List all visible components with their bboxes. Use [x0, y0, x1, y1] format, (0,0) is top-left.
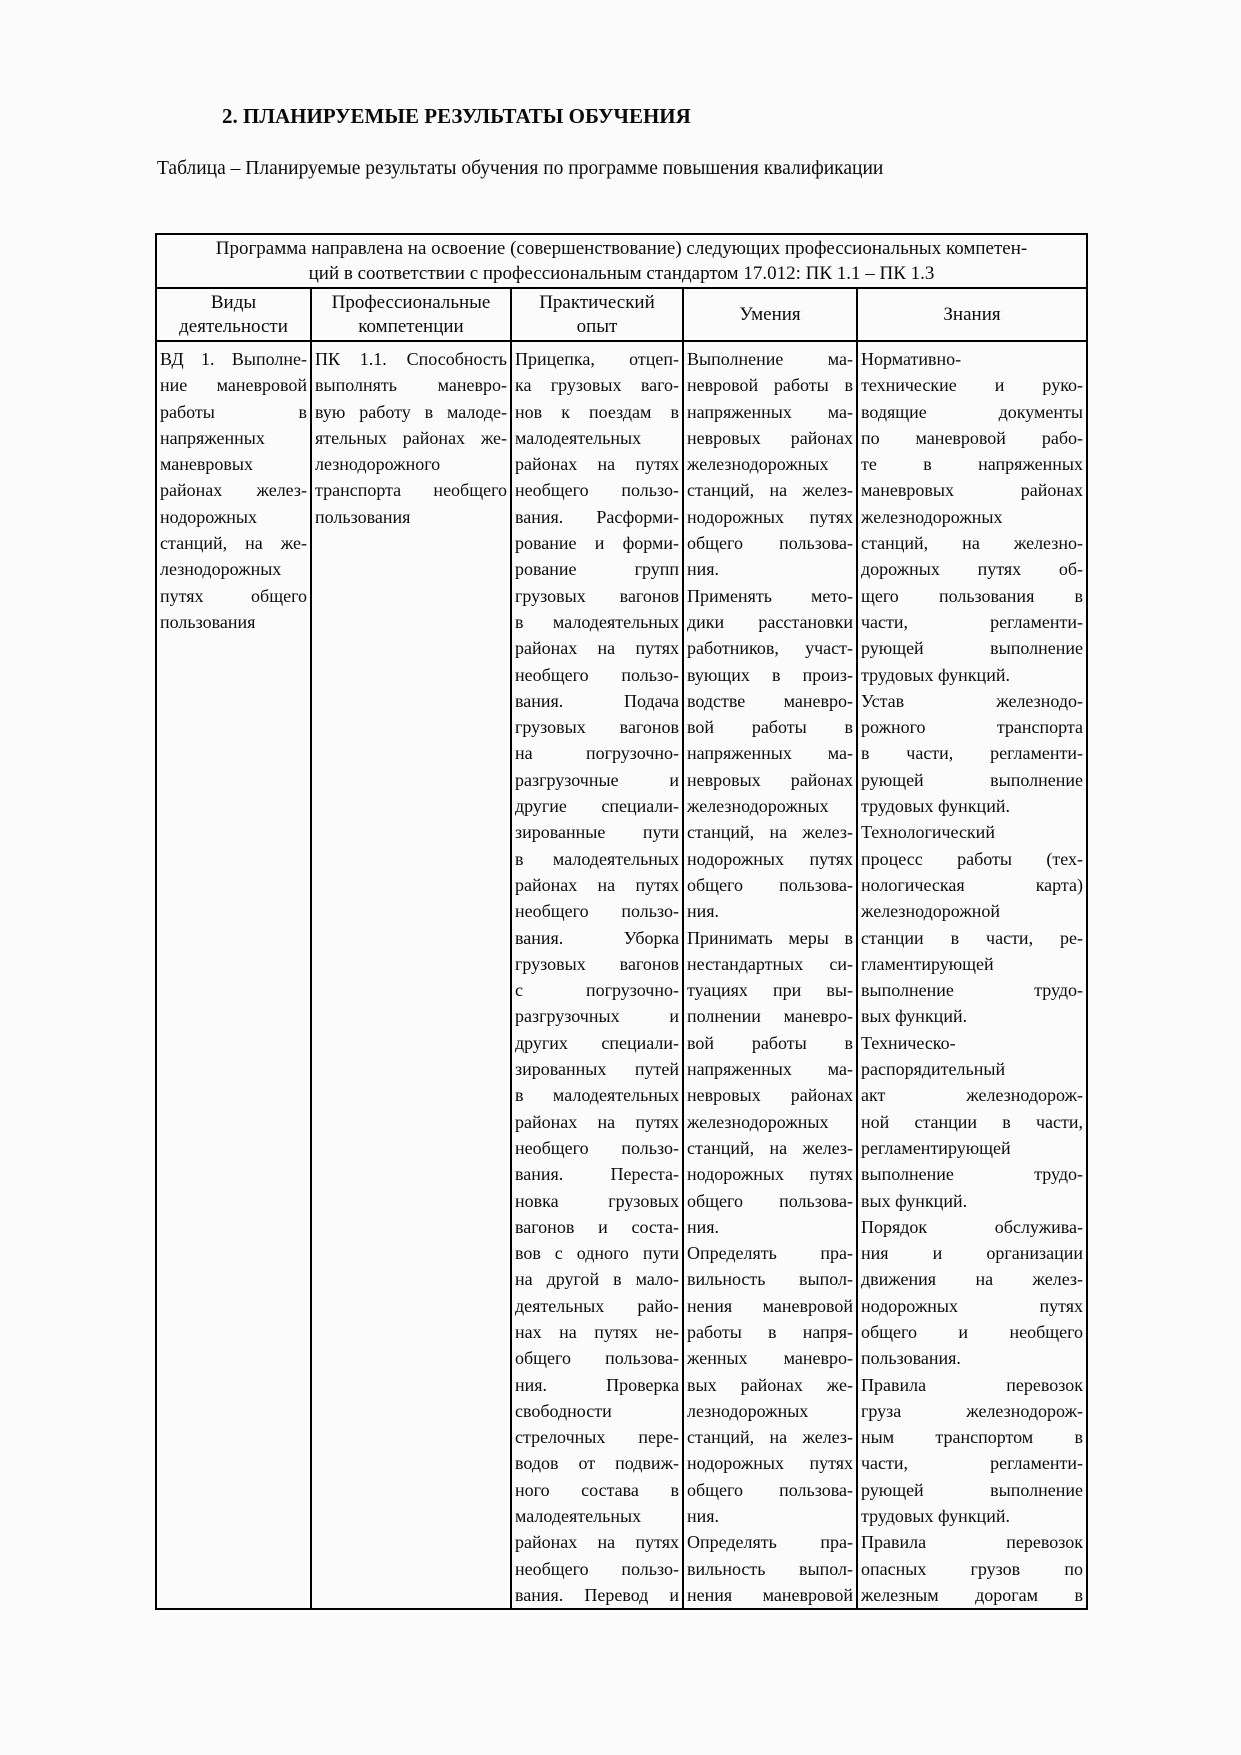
text-line: необщего пользо- — [515, 901, 679, 922]
text-line: ния. — [687, 559, 720, 580]
text-line: по маневровой рабо- — [861, 427, 1084, 448]
text-line: с погрузочно- — [515, 980, 679, 1001]
paragraph — [861, 346, 1083, 688]
text-line: Правила перевозок — [861, 1374, 1084, 1395]
text-line: нодорожных — [160, 506, 257, 527]
text-line: рожного транспорта — [861, 717, 1084, 738]
column-header-0 — [156, 288, 311, 341]
text-line: рующей выполнение — [861, 638, 1084, 659]
text-line: ной станции в части, — [861, 1111, 1084, 1132]
text-line: грузовых вагонов — [515, 717, 679, 738]
text-line: невровой работы в — [687, 375, 853, 396]
table-cell-1 — [311, 341, 511, 1609]
text-line: ного состава в — [515, 1479, 679, 1500]
text-line: выполнение трудо- — [861, 1164, 1084, 1185]
text-line: дорожных путях об- — [861, 559, 1084, 580]
text-line: процесс работы (тех- — [861, 848, 1084, 869]
text-line: женных маневро- — [687, 1348, 853, 1369]
table-caption: Таблица – Планируемые результаты обучения по программе повышения квалификации — [157, 158, 884, 179]
text-line: ятельных районах же- — [315, 427, 507, 448]
text-line: Прицепка, отцеп- — [515, 349, 679, 369]
text-line: ния и организации — [861, 1243, 1084, 1264]
text-line: общего и необщего — [861, 1321, 1084, 1342]
text-line: районах на путях — [515, 874, 679, 895]
header-line: компетенции — [358, 315, 464, 337]
text-line: транспорта необщего — [315, 480, 507, 501]
text-line: вания. Уборка — [515, 927, 679, 948]
text-line: железнодорожных — [687, 454, 829, 475]
text-line: станций, на желез- — [687, 1137, 853, 1158]
text-line: районах на путях — [515, 1532, 679, 1553]
paragraph — [687, 925, 853, 1241]
text-line: нологическая карта) — [861, 874, 1084, 895]
text-line: рующей выполнение — [861, 769, 1084, 790]
column-header-row — [156, 288, 1087, 341]
text-line: нения маневровой — [687, 1584, 853, 1605]
paragraph — [315, 346, 507, 530]
text-line: на погрузочно- — [515, 743, 679, 764]
text-line: вильность выпол- — [687, 1269, 853, 1290]
text-line: ния. — [687, 901, 720, 922]
text-line: районах на путях — [515, 638, 679, 659]
text-line: ние маневровой — [160, 375, 307, 396]
text-line: необщего пользо- — [515, 1137, 679, 1158]
table-cell-0 — [156, 341, 311, 1609]
text-line: нодорожных путях — [687, 1164, 853, 1185]
text-line: части, регламенти- — [861, 611, 1084, 632]
header-line: опыт — [576, 315, 618, 337]
text-line: нодорожных путях — [687, 506, 853, 527]
text-line: водстве маневро- — [687, 690, 853, 711]
text-line: водов от подвиж- — [515, 1453, 679, 1474]
text-line: вания. Перевод и — [515, 1584, 679, 1605]
paragraph — [687, 346, 853, 583]
text-line: зированные пути — [515, 822, 679, 843]
table-row — [156, 341, 1087, 1609]
text-line: рование групп — [515, 559, 679, 580]
header-line: Профессиональные — [331, 291, 491, 313]
text-line: необщего пользо- — [515, 1558, 679, 1579]
text-line: те в напряженных — [861, 454, 1084, 475]
text-line: зированных путей — [515, 1059, 679, 1080]
text-line: лезнодорожных — [687, 1400, 809, 1421]
text-line: невровых районах — [687, 427, 853, 448]
text-line: вых функций. — [861, 1190, 968, 1211]
text-line: напряженных ма- — [687, 401, 853, 422]
text-line: другие специали- — [515, 796, 679, 817]
banner-line-2: ций в соответствии с профессиональным стандартом 17.012: ПК 1.1 – ПК 1.3 — [308, 263, 935, 284]
text-line: станций, на железно- — [861, 533, 1084, 554]
text-line: рующей выполнение — [861, 1479, 1084, 1500]
text-line: вой работы в — [687, 1032, 853, 1053]
text-line: новка грузовых — [515, 1190, 679, 1211]
text-line: вых районах же- — [687, 1374, 853, 1395]
text-line: нестандартных си- — [687, 953, 853, 974]
text-line: ния. Проверка — [515, 1374, 679, 1395]
text-line: свободности — [515, 1400, 612, 1421]
text-line: Определять пра- — [687, 1243, 853, 1264]
text-line: ка грузовых ваго- — [515, 375, 679, 396]
text-line: Нормативно- — [861, 349, 962, 369]
text-line: распорядительный — [861, 1059, 1006, 1080]
text-line: станций, на желез- — [687, 822, 853, 843]
text-line: трудовых функций. — [861, 796, 1010, 817]
text-line: работников, участ- — [687, 638, 853, 659]
text-line: пользования — [160, 611, 256, 632]
column-header-2 — [511, 288, 683, 341]
header-line: Умения — [739, 303, 801, 325]
text-line: железнодорожной — [861, 901, 1001, 922]
text-line: вагонов и соста- — [515, 1216, 679, 1237]
paragraph — [687, 1240, 853, 1529]
text-line: малодеятельных — [515, 1506, 642, 1527]
text-line: трудовых функций. — [861, 664, 1010, 685]
paragraph — [515, 346, 679, 1608]
banner-line-1: Программа направлена на освоение (совершенствование) следующих профессиональных компетен- — [215, 238, 1028, 259]
text-line: железнодорожных — [687, 796, 829, 817]
text-line: регламентирующей — [861, 1137, 1011, 1158]
text-line: малодеятельных — [515, 427, 642, 448]
text-line: нах на путях не- — [515, 1321, 679, 1342]
header-line: Практический — [539, 291, 655, 313]
text-line: маневровых — [160, 454, 253, 475]
paragraph — [861, 1214, 1083, 1372]
text-line: общего пользова- — [687, 533, 853, 554]
text-line: акт железнодорож- — [861, 1085, 1084, 1106]
results-table — [155, 233, 1088, 1610]
text-line: Устав железнодо- — [861, 690, 1084, 711]
paragraph — [861, 1529, 1083, 1608]
text-line: деятельных райо- — [515, 1295, 679, 1316]
text-line: части, регламенти- — [861, 1453, 1084, 1474]
text-line: Определять пра- — [687, 1532, 853, 1553]
paragraph — [861, 1372, 1083, 1530]
text-line: туациях при вы- — [687, 980, 853, 1001]
text-line: в малодеятельных — [515, 1085, 679, 1106]
text-line: Выполнение ма- — [687, 349, 853, 369]
text-line: в части, регламенти- — [861, 743, 1084, 764]
text-line: работы в напря- — [687, 1321, 853, 1342]
text-line: районах на путях — [515, 454, 679, 475]
text-line: пользования. — [861, 1348, 961, 1369]
text-line: работы в — [160, 401, 307, 422]
text-line: путях общего — [160, 585, 307, 606]
text-line: рование и форми- — [515, 533, 679, 554]
text-line: разгрузочные и — [515, 769, 679, 790]
text-line: вую работу в малоде- — [315, 401, 507, 422]
text-line: в малодеятельных — [515, 611, 679, 632]
header-line: деятельности — [179, 315, 288, 337]
text-line: станций, на желез- — [687, 480, 853, 501]
text-line: Применять мето- — [687, 585, 853, 606]
text-line: Правила перевозок — [861, 1532, 1084, 1553]
text-line: разгрузочных и — [515, 1006, 679, 1027]
table-cell-2 — [511, 341, 683, 1609]
text-line: вой работы в — [687, 717, 853, 738]
text-line: напряженных ма- — [687, 743, 853, 764]
text-line: трудовых функций. — [861, 1506, 1010, 1527]
text-line: ным транспортом в — [861, 1427, 1084, 1448]
page-title: 2. ПЛАНИРУЕМЫЕ РЕЗУЛЬТАТЫ ОБУЧЕНИЯ — [222, 104, 691, 128]
text-line: станций, на же- — [160, 533, 307, 554]
text-line: Техническо- — [861, 1032, 956, 1053]
banner-row — [156, 234, 1087, 288]
paragraph — [160, 346, 307, 635]
paragraph — [687, 1529, 853, 1608]
text-line: нодорожных путях — [687, 848, 853, 869]
column-header-1 — [311, 288, 511, 341]
text-line: полнении маневро- — [687, 1006, 853, 1027]
text-line: напряженных — [160, 427, 265, 448]
paragraph — [687, 583, 853, 925]
text-line: вания. Расформи- — [515, 506, 679, 527]
text-line: железнодорожных — [861, 506, 1003, 527]
paragraph — [861, 1030, 1083, 1214]
text-line: щего пользования в — [861, 585, 1084, 606]
text-line: нодорожных путях — [861, 1295, 1084, 1316]
text-line: Порядок обслужива- — [861, 1216, 1084, 1237]
text-line: напряженных ма- — [687, 1059, 853, 1080]
text-line: вующих в произ- — [687, 664, 853, 685]
text-line: маневровых районах — [861, 480, 1084, 501]
text-line: Принимать меры в — [687, 927, 853, 948]
text-line: вания. Подача — [515, 690, 679, 711]
text-line: гламентирующей — [861, 953, 994, 974]
text-line: ния. — [687, 1216, 720, 1237]
text-line: вов с одного пути — [515, 1243, 679, 1264]
text-line: лезнодорожных — [160, 559, 282, 580]
text-line: невровых районах — [687, 1085, 853, 1106]
paragraph — [861, 688, 1083, 819]
text-line: необщего пользо- — [515, 664, 679, 685]
text-line: общего пользова- — [687, 1190, 853, 1211]
table-cell-4 — [857, 341, 1087, 1609]
text-line: ПК 1.1. Способность — [315, 349, 507, 369]
text-line: опасных грузов по — [861, 1558, 1084, 1579]
text-line: на другой в мало- — [515, 1269, 679, 1290]
text-line: нодорожных путях — [687, 1453, 853, 1474]
text-line: в малодеятельных — [515, 848, 679, 869]
text-line: вильность выпол- — [687, 1558, 853, 1579]
text-line: водящие документы — [861, 401, 1084, 422]
text-line: ВД 1. Выполне- — [160, 349, 307, 369]
text-line: выполнять маневро- — [315, 375, 507, 396]
text-line: грузовых вагонов — [515, 953, 679, 974]
text-line: выполнение трудо- — [861, 980, 1084, 1001]
text-line: груза железнодорож- — [861, 1400, 1084, 1421]
text-line: вания. Переста- — [515, 1164, 679, 1185]
header-line: Виды — [210, 291, 257, 313]
table-cell-3 — [683, 341, 857, 1609]
text-line: пользования — [315, 506, 411, 527]
text-line: районах на путях — [515, 1111, 679, 1132]
text-line: необщего пользо- — [515, 480, 679, 501]
program-banner-cell — [156, 234, 1087, 288]
text-line: Технологический — [861, 822, 995, 843]
text-line: нов к поездам в — [515, 401, 679, 422]
text-line: районах желез- — [160, 480, 307, 501]
text-line: движения на желез- — [861, 1269, 1084, 1290]
text-line: других специали- — [515, 1032, 679, 1053]
text-line: железнодорожных — [687, 1111, 829, 1132]
text-line: нения маневровой — [687, 1295, 853, 1316]
text-line: технические и руко- — [861, 375, 1084, 396]
text-line: станций, на желез- — [687, 1427, 853, 1448]
text-line: грузовых вагонов — [515, 585, 679, 606]
text-line: ния. — [687, 1506, 720, 1527]
text-line: лезнодорожного — [315, 454, 441, 475]
column-header-4 — [857, 288, 1087, 341]
text-line: общего пользова- — [515, 1348, 679, 1369]
text-line: вых функций. — [861, 1006, 968, 1027]
text-line: дики расстановки — [687, 611, 853, 632]
column-header-3 — [683, 288, 857, 341]
text-line: общего пользова- — [687, 1479, 853, 1500]
text-line: стрелочных пере- — [515, 1427, 679, 1448]
text-line: железным дорогам в — [861, 1584, 1084, 1605]
text-line: невровых районах — [687, 769, 853, 790]
paragraph — [861, 819, 1083, 1029]
text-line: общего пользова- — [687, 874, 853, 895]
text-line: станции в части, ре- — [861, 927, 1084, 948]
header-line: Знания — [943, 303, 1001, 325]
